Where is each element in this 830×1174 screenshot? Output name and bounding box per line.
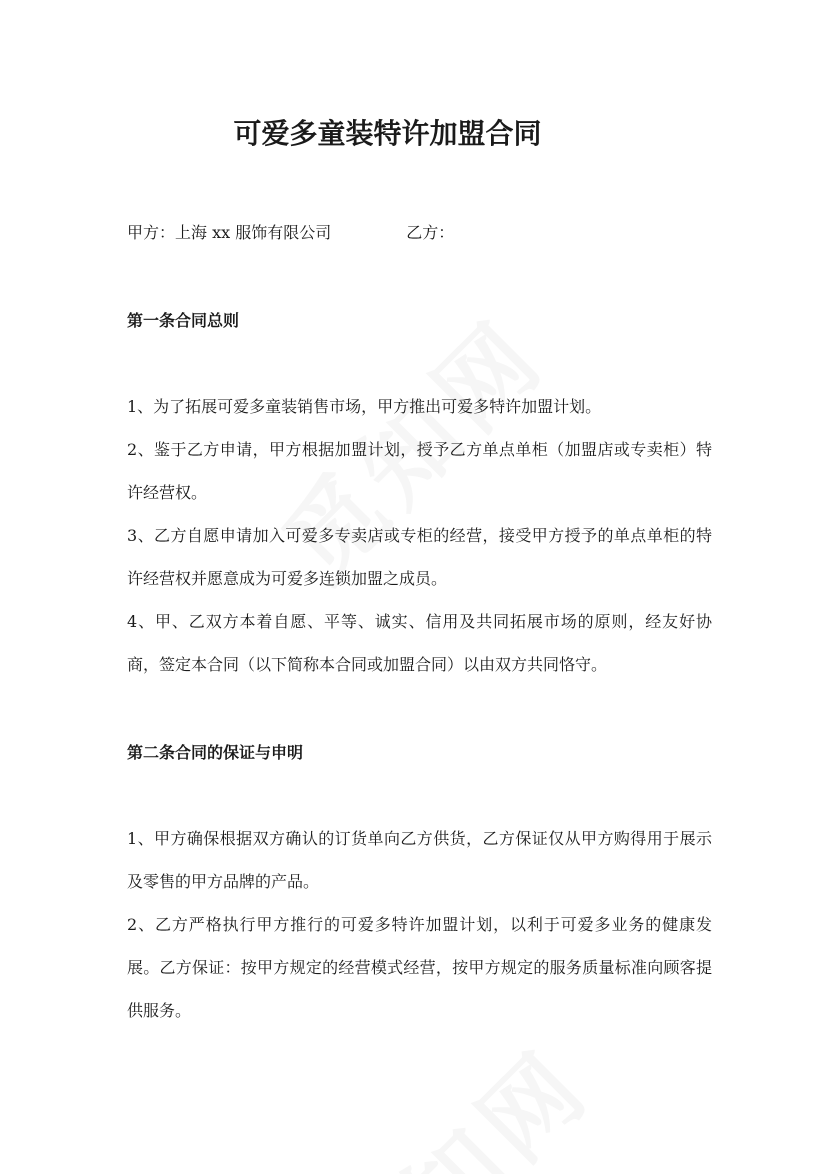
section-heading-guarantees: 第二条合同的保证与申明 (127, 743, 304, 762)
party-b: 乙方： (406, 223, 455, 242)
contract-parties (127, 219, 454, 247)
clause-2-2: 2、乙方严格执行甲方推行的可爱多特许加盟计划，以利于可爱多业务的健康发展。乙方保证：按甲方规定的经营模式经营，按甲方规定的服务质量标准向顾客提供服务。 (127, 915, 712, 1020)
clause-1-2: 2、鉴于乙方申请，甲方根据加盟计划，授予乙方单点单柜（加盟店或专卖柜）特许经营权。 (127, 440, 712, 502)
party-a: 甲方：上海 xx 服饰有限公司 (127, 223, 332, 242)
clause-2-1: 1、甲方确保根据双方确认的订货单向乙方供货，乙方保证仅从甲方购得用于展示及零售的甲方品牌的产品。 (127, 829, 712, 891)
clause-1-4: 4、甲、乙双方本着自愿、平等、诚实、信用及共同拓展市场的原则，经友好协商，签定本合同（以下简称本合同或加盟合同）以由双方共同恪守。 (127, 612, 712, 674)
clause-1-1: 1、为了拓展可爱多童装销售市场，甲方推出可爱多特许加盟计划。 (127, 397, 602, 416)
clause-1-3: 3、乙方自愿申请加入可爱多专卖店或专柜的经营，接受甲方授予的单点单柜的特许经营权并愿意成为可爱多连锁加盟之成员。 (127, 526, 712, 588)
section-heading-general-provisions: 第一条合同总则 (127, 311, 240, 330)
document-title: 可爱多童装特许加盟合同 (233, 117, 542, 150)
